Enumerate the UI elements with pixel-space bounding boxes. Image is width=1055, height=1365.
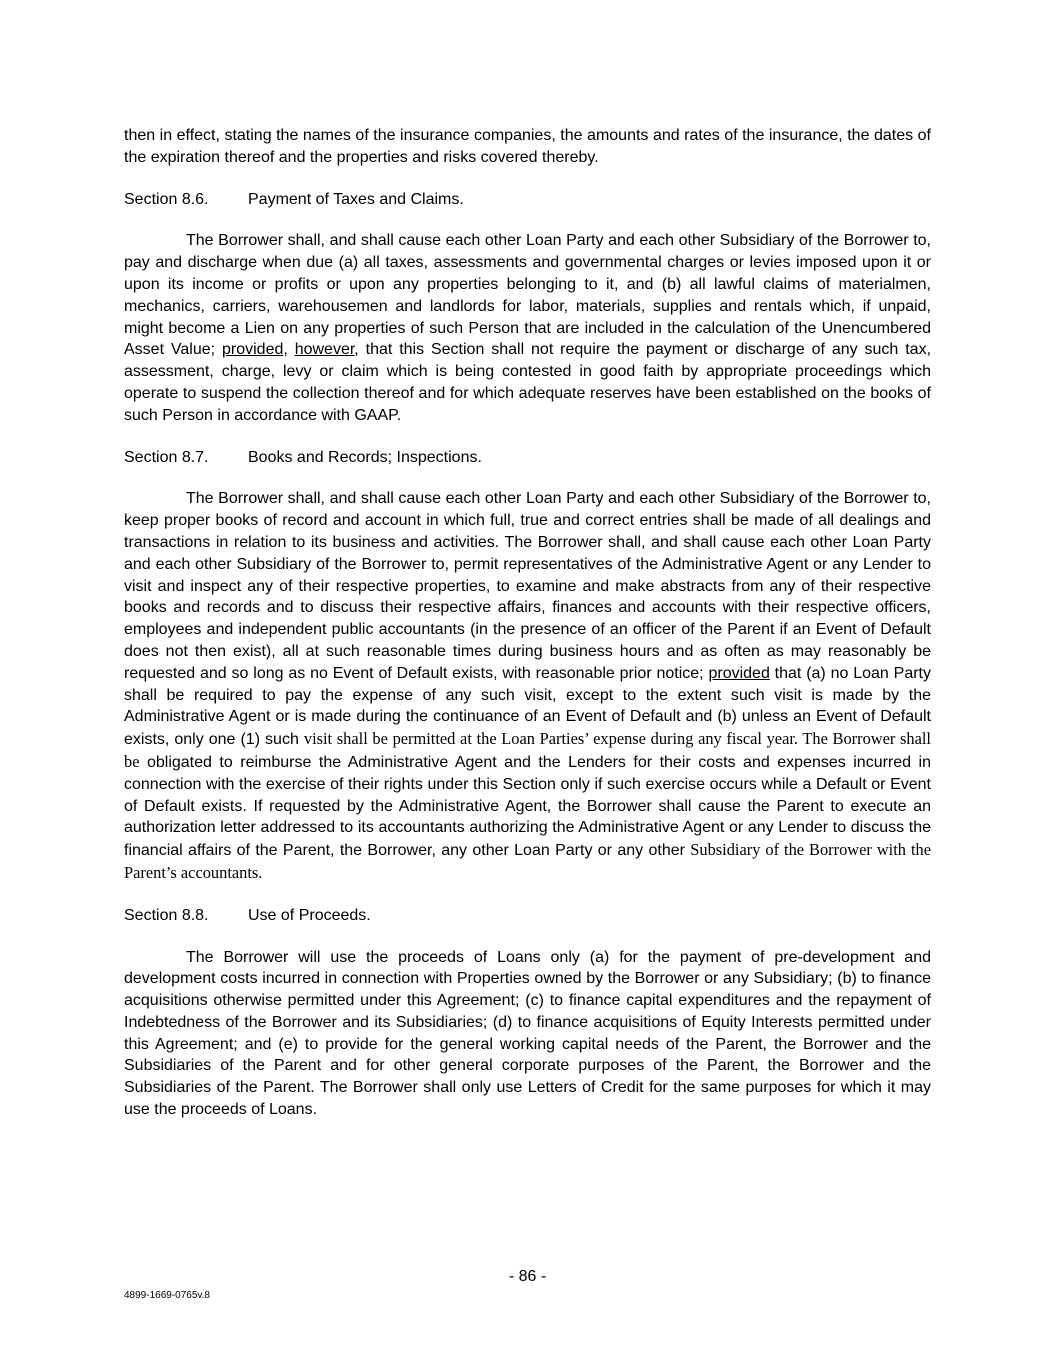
- section-8-6-paragraph: [124, 230, 931, 426]
- document-body: [124, 125, 931, 1121]
- provided-term: provided: [221, 341, 284, 359]
- page-number: - 86 -: [508, 1268, 547, 1285]
- section-8-6-number: Section 8.6.: [124, 190, 209, 208]
- section-8-6-comma: ,: [283, 341, 295, 359]
- however-term: however: [294, 341, 355, 359]
- section-8-7-text-5: Subsidiary of the Borrower with the Parent’s accountants.: [124, 840, 931, 882]
- section-8-7-text-4: obligated to reimburse the Administrative Agent and the Lenders for their costs and expenses incurred in connection with the exercise of their rights under this Section only if such exercise occurs while a Default or Event of Default exists. If requested by the Administrative Agent, the Borrower shall cause the Parent to execute an authorization letter addressed to its accountants authorizing the Administrative Agent or any Lender to discuss the financial affairs of the Parent, the Borrower, any other Loan Party or any other: [124, 753, 931, 860]
- provided-term: provided: [708, 664, 770, 682]
- section-8-7-title: Books and Records; Inspections.: [248, 448, 482, 466]
- section-8-6-heading: [124, 189, 931, 211]
- section-8-8-paragraph: [124, 947, 931, 1121]
- section-8-8-text: The Borrower will use the proceeds of Loans only (a) for the payment of pre-development and development costs incurred in connection with Properties owned by the Borrower or any Subsidiary; (b) to finance acquisitions otherwise permitted under this Agreement; (c) to finance capital expenditures and the repayment of Indebtedness of the Borrower and its Subsidiaries; (d) to finance acquisitions of Equity Interests permitted under this Agreement; and (e) to provide for the general working capital needs of the Parent, the Borrower and the Subsidiaries of the Parent and for other general corporate purposes of the Parent, the Borrower and the Subsidiaries of the Parent. The Borrower shall only use Letters of Credit for the same purposes for which it may use the proceeds of Loans.: [124, 948, 931, 1119]
- intro-text: then in effect, stating the names of the insurance companies, the amounts and rates of the insurance, the dates of the expiration thereof and the properties and risks covered thereby.: [124, 127, 931, 166]
- section-8-8-number: Section 8.8.: [124, 906, 209, 924]
- section-8-7-number: Section 8.7.: [124, 448, 209, 466]
- intro-paragraph: [124, 125, 931, 169]
- section-8-8-heading: [124, 905, 931, 927]
- section-8-6-title: Payment of Taxes and Claims.: [248, 190, 464, 208]
- section-8-7-heading: [124, 447, 931, 469]
- section-8-7-paragraph: [124, 488, 931, 884]
- section-8-7-text-1: The Borrower shall, and shall cause each other Loan Party and each other Subsidiary of the Borrower to, keep proper books of record and account in which full, true and correct entries shall be made of all dealings and transactions in relation to its business and activities. The Borrower shall, and shall cause each other Loan Party and each other Subsidiary of the Borrower to, permit representatives of the Administrative Agent or any Lender to visit and inspect any of their respective properties, to examine and make abstracts from any of their respective books and records and to discuss their respective affairs, finances and accounts with their respective officers, employees and independent public accountants (in the presence of an officer of the Parent if an Event of Default does not then exist), all at such reasonable times during business hours and as often as may reasonably be requested and so long as no Event of Default exists, with reasonable prior notice;: [124, 490, 931, 682]
- section-8-7-text-3: visit shall be permitted at the Loan Parties’ expense during any fiscal year. The Borrower shall be: [124, 729, 931, 771]
- section-8-8-title: Use of Proceeds.: [248, 906, 371, 924]
- section-8-6-text-2: , that this Section shall not require the payment or discharge of any such tax, assessment, charge, levy or claim which is being contested in good faith by appropriate proceedings which operate to suspend the collection thereof and for which adequate reserves have been established on the books of such Person in accordance with GAAP.: [124, 341, 932, 424]
- section-8-7-text-2: that (a) no Loan Party shall be required to pay the expense of any such visit, except to the extent such visit is made by the Administrative Agent or is made during the continuance of an Event of Default and (b) unless an Event of Default exists, only one (1) such: [124, 664, 931, 749]
- document-id: 4899-1669-0765v.8: [124, 1290, 210, 1301]
- section-8-6-text-1: The Borrower shall, and shall cause each other Loan Party and each other Subsidiary of the Borrower to, pay and discharge when due (a) all taxes, assessments and governmental charges or levies imposed upon it or upon its income or profits or upon any properties belonging to it, and (b) all lawful claims of materialmen, mechanics, carriers, warehousemen and landlords for labor, materials, supplies and rentals which, if unpaid, might become a Lien on any properties of such Person that are included in the calculation of the Unencumbered Asset Value;: [124, 232, 931, 359]
